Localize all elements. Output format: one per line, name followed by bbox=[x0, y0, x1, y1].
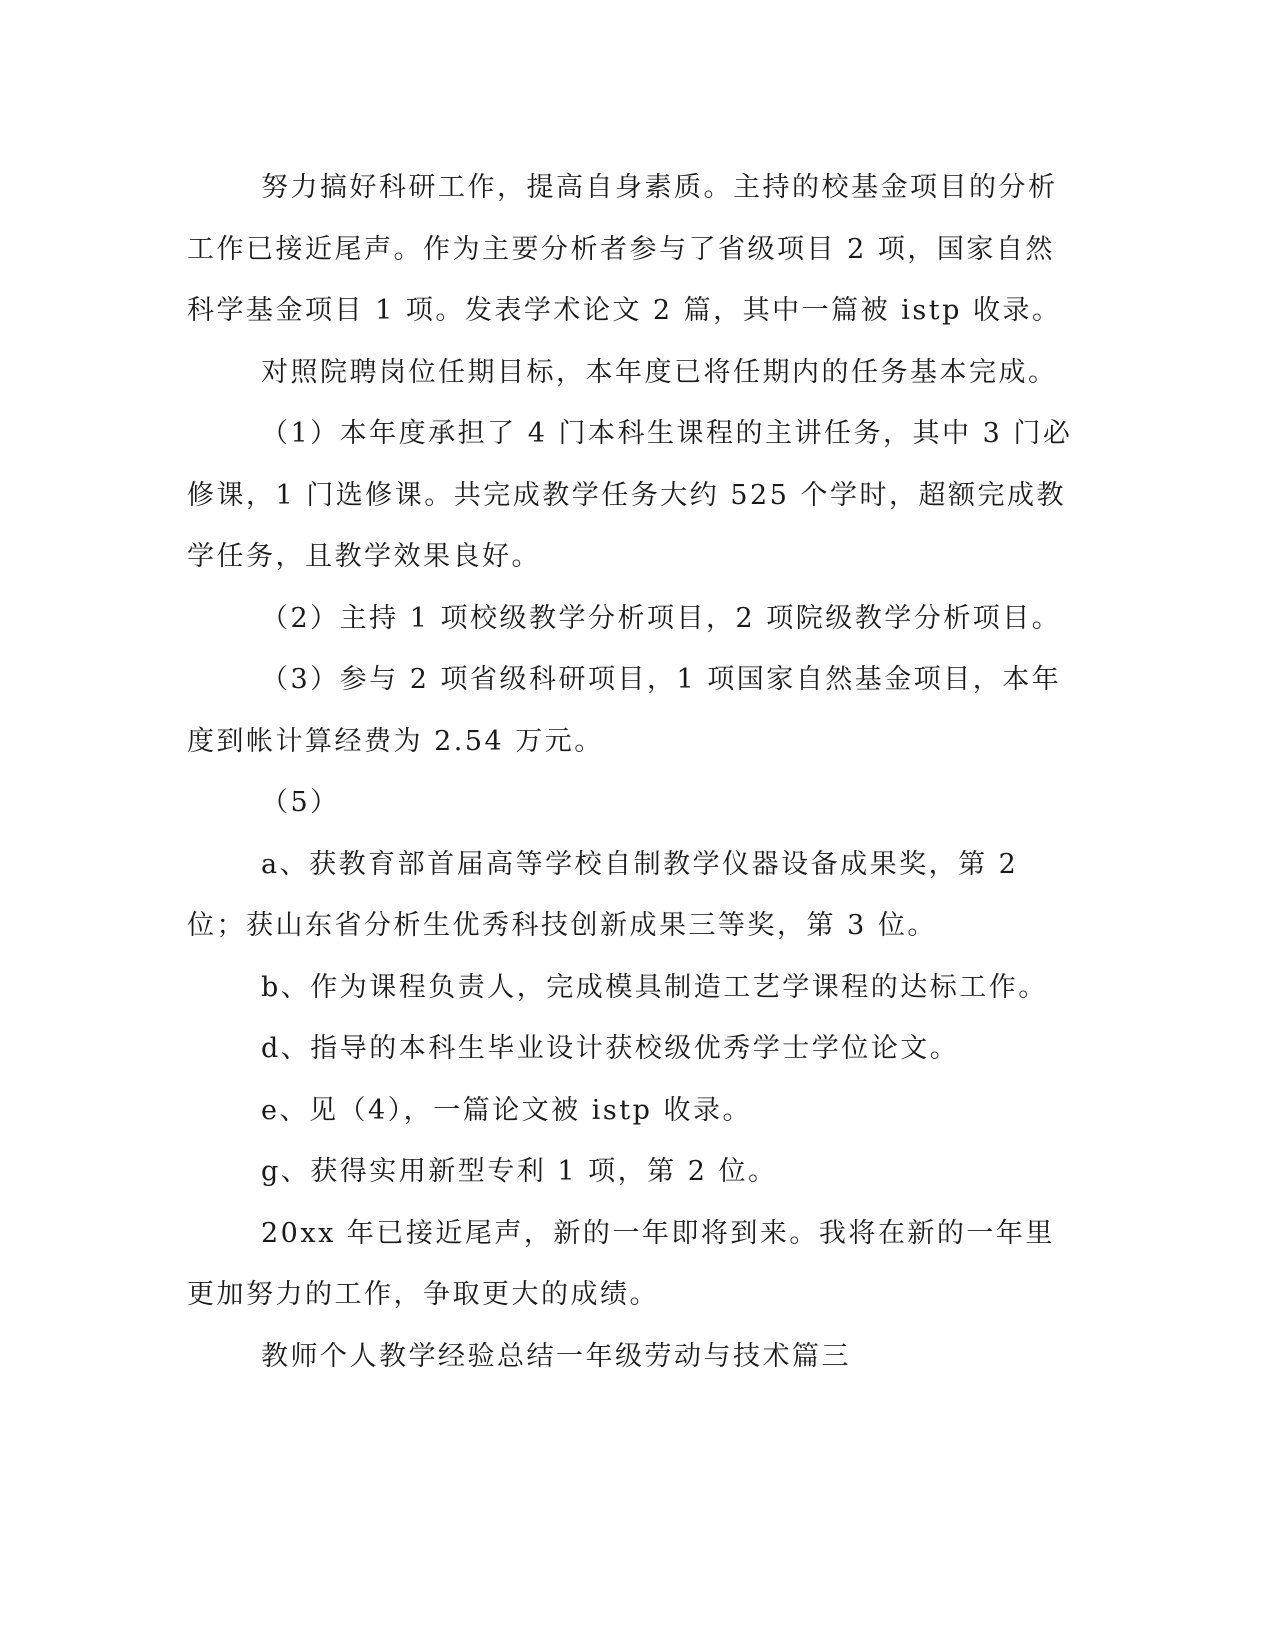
paragraph-item-b-course: b、作为课程负责人，完成模具制造工艺学课程的达标工作。 bbox=[261, 971, 1048, 1003]
paragraph-item-1-courses: （1）本年度承担了 4 门本科生课程的主讲任务，其中 3 门必修课，1 门选修课。共完成教学任务大约 525 个学时，超额完成教学任务，且教学效果良好。 bbox=[187, 418, 1073, 572]
paragraph-closing: 20xx 年已接近尾声，新的一年即将到来。我将在新的一年里更加努力的工作，争取更大的成绩。 bbox=[187, 1217, 1055, 1310]
paragraph-item-3-funding: （3）参与 2 项省级科研项目，1 项国家自然基金项目，本年度到帐计算经费为 2.54 万元。 bbox=[187, 664, 1062, 757]
paragraph-item-g-patent: g、获得实用新型专利 1 项，第 2 位。 bbox=[261, 1156, 778, 1187]
paragraph-term-goals: 对照院聘岗位任期目标，本年度已将任期内的任务基本完成。 bbox=[261, 356, 1058, 388]
document-body bbox=[187, 157, 1082, 1387]
paragraph-item-d-thesis: d、指导的本科生毕业设计获校级优秀学士学位论文。 bbox=[261, 1033, 960, 1064]
paragraph-item-5-heading: （5） bbox=[261, 787, 340, 818]
section-heading-part-three: 教师个人教学经验总结一年级劳动与技术篇三 bbox=[261, 1340, 851, 1372]
paragraph-item-2-projects: （2）主持 1 项校级教学分析项目，2 项院级教学分析项目。 bbox=[261, 602, 1062, 634]
paragraph-item-e-paper: e、见（4），一篇论文被 istp 收录。 bbox=[261, 1094, 752, 1126]
paragraph-item-a-awards: a、获教育部首届高等学校自制教学仪器设备成果奖，第 2 位；获山东省分析生优秀科技创新成果三等奖，第 3 位。 bbox=[187, 848, 1019, 941]
paragraph-research: 努力搞好科研工作，提高自身素质。主持的校基金项目的分析工作已接近尾声。作为主要分析者参与了省级项目 2 项，国家自然科学基金项目 1 项。发表学术论文 2 篇，其中一篇被 istp 收录。 bbox=[187, 172, 1062, 326]
